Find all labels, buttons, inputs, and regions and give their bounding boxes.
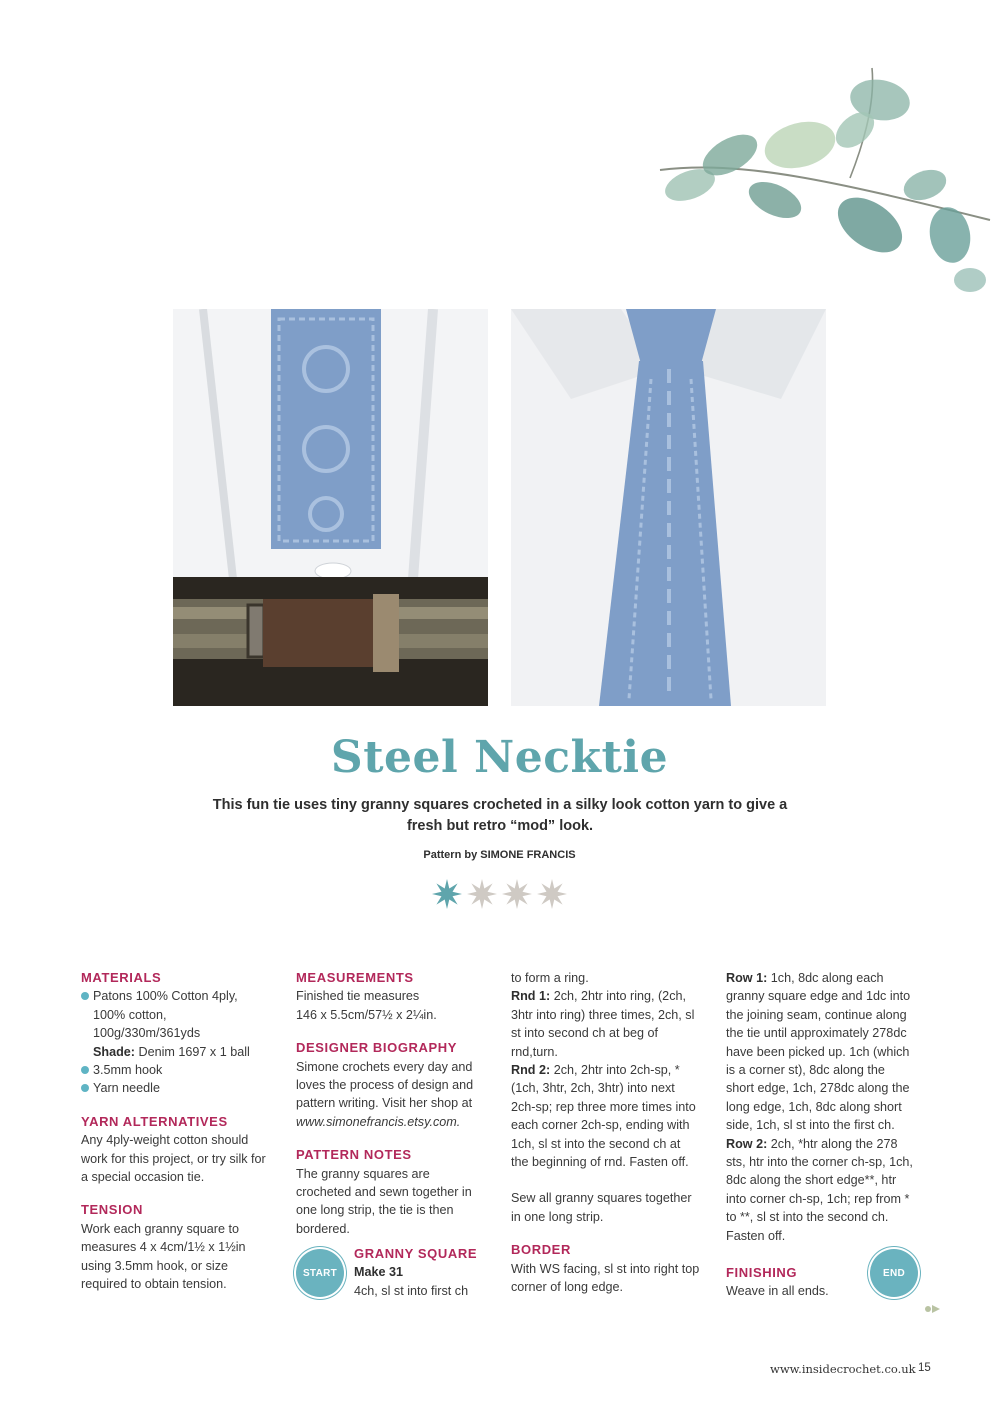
measurements-line1: Finished tie measures [296, 989, 420, 1004]
biography-body: Simone crochets every day and loves the process of design and pattern writing. Visit her shop at [296, 1059, 474, 1111]
rnd1 [511, 987, 701, 1061]
rnd2 [511, 1061, 701, 1171]
yarn-alternatives-text: Any 4ply-weight cotton should work for this project, or try silk for a special occasion tie. [81, 1133, 266, 1185]
border-heading: BORDER [511, 1242, 571, 1258]
rnd2-label: Rnd 2: [511, 1063, 551, 1078]
granny-square-line1-cont: to form a ring. [511, 971, 589, 985]
rnd1-text: 2ch, 2htr into ring, (2ch, 3htr into ring) three times, 2ch, sl st into second ch at beg of rnd,turn. [511, 989, 695, 1059]
start-badge: START [296, 1249, 344, 1297]
end-badge: END [870, 1249, 918, 1297]
bullet-icon [81, 1066, 89, 1074]
column-2 [296, 969, 486, 1238]
finishing-text: Weave in all ends. [726, 1284, 829, 1299]
shop-link[interactable]: www.simonefrancis.etsy.com. [296, 1114, 461, 1129]
row2 [726, 1135, 916, 1245]
star-empty-icon [467, 879, 497, 909]
finishing-heading: FINISHING [726, 1265, 798, 1280]
star-empty-icon [502, 879, 532, 909]
continue-arrow-icon [924, 1304, 942, 1314]
materials-item-needle [81, 1079, 271, 1097]
finishing-section [726, 1264, 866, 1301]
sew-text: Sew all granny squares together in one long strip. [511, 1191, 692, 1224]
row1-label: Row 1: [726, 971, 768, 985]
pattern-byline: Pattern by SIMONE FRANCIS [423, 849, 576, 861]
eucalyptus-leaves-illustration [650, 60, 999, 300]
materials-heading: MATERIALS [81, 970, 162, 985]
bullet-icon [81, 992, 89, 1000]
tension-heading: TENSION [81, 1202, 143, 1218]
row2-label: Row 2: [726, 1136, 768, 1151]
photo-tie-with-collar [511, 309, 826, 706]
row2-text: 2ch, *htr along the 278 sts, htr into the corner ch-sp, 1ch, 8dc along the short edge**, htr into corner ch-sp, 1ch; rep from * to **, sl st into the second ch. Fasten off. [726, 1136, 913, 1243]
materials-item-yarn [81, 987, 271, 1005]
granny-square-heading: GRANNY SQUARE [354, 1246, 478, 1261]
photo-tie-with-belt [173, 309, 488, 706]
yarn-alternatives-heading: YARN ALTERNATIVES [81, 1113, 228, 1129]
footer-url[interactable]: www.insidecrochet.co.uk [770, 1362, 916, 1376]
row1 [726, 969, 916, 1135]
shade-label: Shade: [93, 1044, 135, 1059]
measurements-heading: MEASUREMENTS [296, 970, 414, 985]
intro-text: This fun tie uses tiny granny squares crocheted in a silky look cotton yarn to give a fresh but retro “mod” look. [212, 797, 788, 834]
granny-square-start [354, 1245, 494, 1300]
tension-text: Work each granny square to measures 4 x 4cm/1½ x 1½in using 3.5mm hook, or size required to obtain tension. [81, 1221, 246, 1292]
border-text: With WS facing, sl st into right top corner of long edge. [511, 1261, 700, 1295]
rnd2-text: 2ch, 2htr into 2ch-sp, *(1ch, 3htr, 2ch, 3htr) into next 2ch-sp; rep three more times into each corner 2ch-sp, ending with 1ch, sl st into the second ch at the beginning of rnd. Fasten off. [511, 1063, 696, 1170]
bullet-icon [81, 1084, 89, 1092]
biography-heading: DESIGNER BIOGRAPHY [296, 1040, 458, 1056]
shade-value: Denim 1697 x 1 ball [138, 1044, 250, 1059]
granny-square-make: Make 31 [354, 1265, 404, 1280]
granny-square-line1: 4ch, sl st into first ch [354, 1283, 469, 1298]
materials-item2: 3.5mm hook [93, 1063, 163, 1078]
materials-shade [81, 1043, 271, 1061]
column-3 [511, 969, 701, 1297]
materials-item1-line1: Patons 100% Cotton 4ply, [93, 989, 238, 1004]
row1-text: 1ch, 8dc along each granny square edge and 1dc into the joining seam, continue along the tie until approximately 278dc have been picked up. 1ch (which is a corner st), 8dc along the short edge, 1ch, 278dc along the long edge, 1ch, 8dc along short side, 1ch, sl st into the first ch. [726, 971, 911, 1133]
rnd1-label: Rnd 1: [511, 989, 551, 1004]
measurements-line2: 146 x 5.5cm/57½ x 2¼in. [296, 1007, 437, 1022]
difficulty-rating [430, 877, 570, 911]
star-filled-icon [432, 879, 462, 909]
star-empty-icon [537, 879, 567, 909]
page-number: 15 [918, 1362, 931, 1374]
materials-item1-line3: 100g/330m/361yds [93, 1026, 201, 1041]
column-1 [81, 969, 271, 1294]
pattern-notes-text: The granny squares are crocheted and sewn together in one long strip, the tie is then bordered. [296, 1166, 472, 1236]
pattern-notes-heading: PATTERN NOTES [296, 1147, 412, 1163]
page-title: Steel Necktie [330, 732, 669, 783]
materials-item1-line2: 100% cotton, [93, 1007, 167, 1022]
materials-item-hook [81, 1061, 271, 1079]
biography-text [296, 1058, 486, 1132]
column-4 [726, 969, 916, 1245]
materials-item3: Yarn needle [93, 1081, 160, 1096]
